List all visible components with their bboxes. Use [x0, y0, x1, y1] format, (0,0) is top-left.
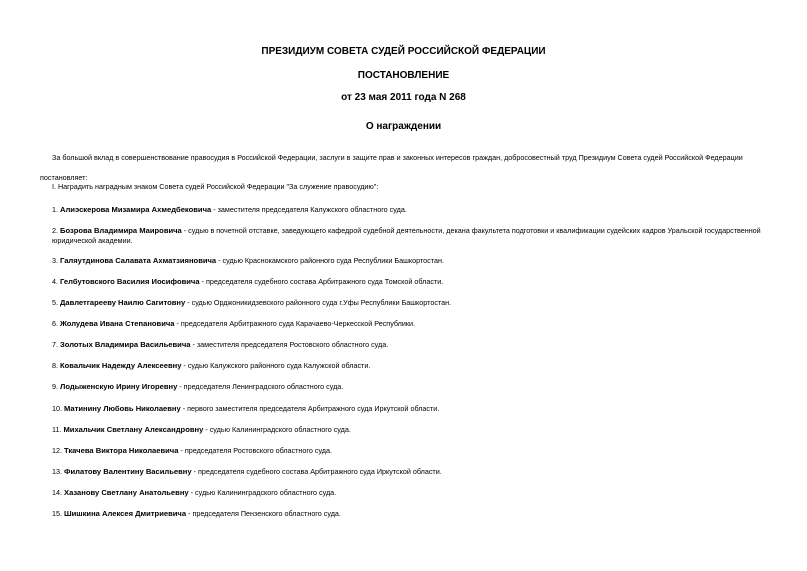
awardee-name: Алиэскерова Мизамира Ахмедбековича — [60, 205, 212, 214]
awardee-description: - судью Орджоникидзевского районного суда г.Уфы Республики Башкортостан. — [185, 298, 452, 307]
awardee-number: 15. — [52, 509, 64, 518]
awardee-description: - судью Краснокамского районного суда Республики Башкортостан. — [216, 256, 444, 265]
list-item — [52, 256, 772, 266]
list-item — [52, 205, 772, 215]
list-item — [52, 319, 772, 329]
awardee-description: - председателя Ленинградского областного суда. — [177, 382, 344, 391]
awardee-name: Жолудева Ивана Степановича — [60, 319, 175, 328]
awardee-number: 11. — [52, 425, 64, 434]
awardee-number: 8. — [52, 361, 60, 370]
awardee-name: Лодыженскую Ирину Игоревну — [60, 382, 178, 391]
awardee-name: Гелбутовского Василия Иосифовича — [60, 277, 200, 286]
awardee-description: - судью в почетной отставке, заведующего кафедрой судебной деятельности, декана факультета подготовки и квалификации судейских кадров Уральской государственной юридической академии. — [52, 226, 761, 245]
awardee-name: Бозрова Владимира Маировича — [60, 226, 182, 235]
awardee-description: - председателя судебного состава Арбитражного суда Иркутской области. — [191, 467, 442, 476]
list-item — [52, 298, 772, 308]
awardee-name: Шишкина Алексея Дмитриевича — [64, 509, 187, 518]
list-item — [52, 509, 772, 519]
list-item — [52, 361, 772, 371]
awardee-description: - председателя Пензенского областного суда. — [186, 509, 341, 518]
awardee-number: 9. — [52, 382, 60, 391]
list-item — [52, 404, 772, 414]
list-item — [52, 425, 772, 435]
list-item — [52, 467, 772, 477]
awardee-number: 6. — [52, 319, 60, 328]
awardee-number: 7. — [52, 340, 60, 349]
awardee-number: 4. — [52, 277, 60, 286]
awardee-description: - первого заместителя председателя Арбитражного суда Иркутской области. — [180, 404, 440, 413]
awardee-name: Михальчик Светлану Александровну — [63, 425, 204, 434]
awardee-name: Галяутдинова Салавата Ахматзияновича — [60, 256, 217, 265]
list-item — [52, 340, 772, 350]
awardee-name: Филатову Валентину Васильевну — [64, 467, 192, 476]
awardee-name: Давлетгарееву Наилю Сагитовну — [60, 298, 186, 307]
awardee-number: 5. — [52, 298, 60, 307]
list-item — [52, 226, 772, 246]
awardee-description: - председателя Арбитражного суда Карачаево-Черкесской Республики. — [174, 319, 416, 328]
awardee-name: Ковальчик Надежду Алексеевну — [60, 361, 182, 370]
awardee-description: - заместителя председателя Калужского областного суда. — [211, 205, 407, 214]
awardee-name: Ткачева Виктора Николаевича — [64, 446, 179, 455]
item-one-paragraph: I. Наградить наградным знаком Совета судей Российской Федерации "За служение правосудию": — [52, 182, 379, 191]
awardee-name: Золотых Владимира Васильевича — [60, 340, 191, 349]
awardee-description: - председателя судебного состава Арбитражного суда Томской области. — [199, 277, 444, 286]
intro-paragraph: За большой вклад в совершенствование правосудия в Российской Федерации, заслуги в защите прав и законных интересов граждан, добросовестный труд Президиум Совета судей Российской Федерации — [52, 153, 743, 162]
org-heading: ПРЕЗИДИУМ СОВЕТА СУДЕЙ РОССИЙСКОЙ ФЕДЕРАЦИИ — [261, 46, 546, 57]
awardee-description: - судью Калининградского областного суда. — [203, 425, 351, 434]
awardee-number: 14. — [52, 488, 64, 497]
awardee-number: 2. — [52, 226, 60, 235]
list-item — [52, 277, 772, 287]
doc-type-heading: ПОСТАНОВЛЕНИЕ — [357, 70, 450, 81]
awardee-number: 10. — [52, 404, 64, 413]
awardee-name: Хазанову Светлану Анатольевну — [64, 488, 189, 497]
decree-paragraph: постановляет: — [40, 173, 88, 182]
awardee-name: Матинину Любовь Николаевну — [64, 404, 181, 413]
awardee-number: 13. — [52, 467, 64, 476]
awardee-number: 3. — [52, 256, 60, 265]
awardee-number: 12. — [52, 446, 64, 455]
subject-heading: О награждении — [365, 121, 442, 132]
awardee-description: - судью Калининградского областного суда. — [188, 488, 337, 497]
awardee-number: 1. — [52, 205, 60, 214]
date-number-heading: от 23 мая 2011 года N 268 — [341, 92, 466, 103]
awardee-description: - председателя Ростовского областного суда. — [178, 446, 332, 455]
list-item — [52, 446, 772, 456]
awardee-description: - заместителя председателя Ростовского областного суда. — [190, 340, 389, 349]
list-item — [52, 382, 772, 392]
list-item — [52, 488, 772, 498]
awardee-description: - судью Калужского районного суда Калужской области. — [181, 361, 371, 370]
